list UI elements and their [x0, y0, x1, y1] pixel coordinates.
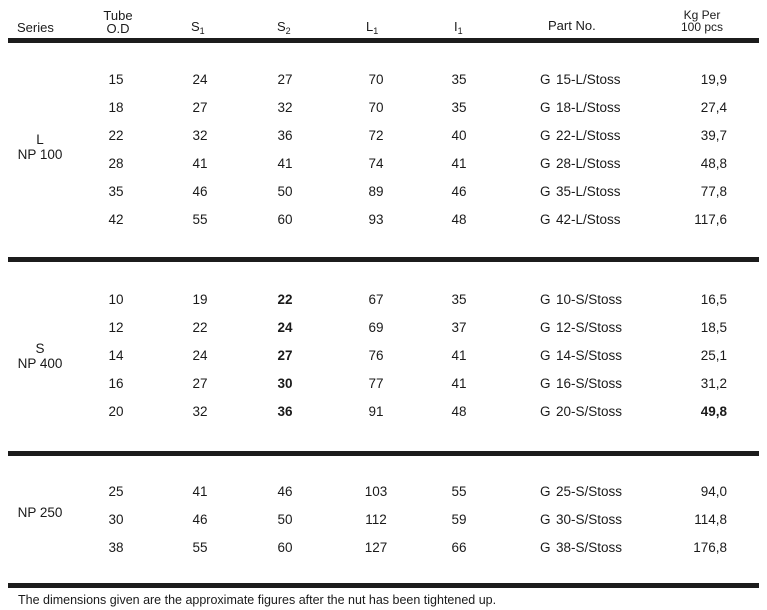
cell-part-prefix: G: [540, 72, 551, 87]
cell-tube-od: 38: [108, 540, 124, 555]
cell-tube-od: 22: [108, 128, 124, 143]
series-pressure: NP 100: [17, 147, 63, 162]
header-kg-per-100: [664, 9, 740, 33]
cell-l1: 67: [368, 292, 384, 307]
header-s1-base: S: [191, 19, 200, 34]
separator-bar-group2: [8, 451, 759, 456]
separator-bar-header: [8, 38, 759, 43]
header-series: Series: [17, 20, 54, 35]
cell-s1: 19: [192, 292, 208, 307]
cell-kg-per-100: 16,5: [700, 292, 727, 307]
cell-kg-per-100: 114,8: [694, 512, 727, 527]
cell-l1: 127: [364, 540, 388, 555]
cell-tube-od: 20: [108, 404, 124, 419]
cell-kg-per-100: 94,0: [700, 484, 727, 499]
series-pressure: NP 250: [17, 505, 63, 520]
header-s2: [277, 19, 291, 36]
cell-l1: 91: [368, 404, 384, 419]
cell-s1: 41: [192, 156, 208, 171]
header-tube-od: [98, 9, 138, 35]
cell-s2: 50: [277, 512, 293, 527]
cell-tube-od: 28: [108, 156, 124, 171]
cell-tube-od: 10: [108, 292, 124, 307]
cell-l1: 93: [368, 212, 384, 227]
cell-s2: 60: [277, 212, 293, 227]
cell-tube-od: 18: [108, 100, 124, 115]
series-label-group1: [8, 132, 72, 162]
cell-s2: 32: [277, 100, 293, 115]
cell-tube-od: 15: [108, 72, 124, 87]
cell-s2: 36: [277, 404, 293, 419]
cell-part-no: 18-L/Stoss: [556, 100, 621, 115]
cell-part-prefix: G: [540, 376, 551, 391]
cell-i1: 59: [451, 512, 467, 527]
header-kg-line1: Kg Per: [683, 8, 721, 22]
cell-part-prefix: G: [540, 404, 551, 419]
cell-tube-od: 16: [108, 376, 124, 391]
cell-kg-per-100: 19,9: [700, 72, 727, 87]
header-l1-sub: 1: [373, 26, 379, 36]
cell-tube-od: 42: [108, 212, 124, 227]
header-s1: [191, 19, 205, 36]
cell-part-prefix: G: [540, 212, 551, 227]
cell-part-no: 30-S/Stoss: [556, 512, 623, 527]
cell-s2: 24: [277, 320, 293, 335]
separator-bar-footer: [8, 583, 759, 588]
cell-tube-od: 12: [108, 320, 124, 335]
cell-s1: 46: [192, 184, 208, 199]
header-i1-base: I: [454, 19, 458, 34]
cell-kg-per-100: 31,2: [700, 376, 727, 391]
footnote: The dimensions given are the approximate figures after the nut has been tightened up.: [18, 593, 497, 607]
series-label-group2: [8, 341, 72, 371]
cell-s2: 27: [277, 72, 293, 87]
cell-part-no: 15-L/Stoss: [556, 72, 621, 87]
cell-l1: 70: [368, 72, 384, 87]
cell-kg-per-100: 27,4: [700, 100, 727, 115]
cell-part-prefix: G: [540, 484, 551, 499]
cell-part-prefix: G: [540, 128, 551, 143]
header-tube-line2: O.D: [106, 21, 130, 36]
series-label-group3: [8, 505, 72, 520]
cell-s1: 22: [192, 320, 208, 335]
cell-part-no: 12-S/Stoss: [556, 320, 623, 335]
series-code: S: [35, 341, 45, 356]
cell-part-prefix: G: [540, 320, 551, 335]
cell-part-no: 22-L/Stoss: [556, 128, 621, 143]
cell-l1: 103: [364, 484, 388, 499]
cell-part-prefix: G: [540, 156, 551, 171]
cell-s1: 32: [192, 404, 208, 419]
cell-part-no: 25-S/Stoss: [556, 484, 623, 499]
cell-s2: 41: [277, 156, 293, 171]
cell-i1: 35: [451, 72, 467, 87]
cell-part-prefix: G: [540, 348, 551, 363]
cell-i1: 41: [451, 348, 467, 363]
cell-s2: 50: [277, 184, 293, 199]
cell-part-prefix: G: [540, 540, 551, 555]
cell-s2: 36: [277, 128, 293, 143]
cell-tube-od: 14: [108, 348, 124, 363]
cell-part-prefix: G: [540, 184, 551, 199]
cell-s1: 27: [192, 100, 208, 115]
cell-i1: 35: [451, 100, 467, 115]
cell-tube-od: 30: [108, 512, 124, 527]
header-s2-sub: 2: [285, 26, 291, 36]
cell-l1: 77: [368, 376, 384, 391]
cell-s2: 60: [277, 540, 293, 555]
cell-kg-per-100: 39,7: [700, 128, 727, 143]
cell-part-no: 28-L/Stoss: [556, 156, 621, 171]
cell-s1: 27: [192, 376, 208, 391]
cell-i1: 48: [451, 404, 467, 419]
cell-part-prefix: G: [540, 292, 551, 307]
cell-s1: 32: [192, 128, 208, 143]
cell-part-prefix: G: [540, 512, 551, 527]
cell-i1: 40: [451, 128, 467, 143]
cell-s1: 46: [192, 512, 208, 527]
cell-i1: 41: [451, 156, 467, 171]
cell-kg-per-100: 176,8: [693, 540, 727, 555]
header-s2-base: S: [277, 19, 286, 34]
cell-l1: 74: [368, 156, 384, 171]
cell-i1: 55: [451, 484, 467, 499]
cell-s2: 27: [277, 348, 293, 363]
header-s1-sub: 1: [199, 26, 205, 36]
cell-kg-per-100: 25,1: [700, 348, 727, 363]
header-tube-line1: Tube: [103, 8, 133, 23]
cell-part-no: 38-S/Stoss: [556, 540, 623, 555]
cell-l1: 70: [368, 100, 384, 115]
cell-kg-per-100: 117,6: [694, 212, 727, 227]
cell-i1: 48: [451, 212, 467, 227]
cell-i1: 35: [451, 292, 467, 307]
cell-i1: 46: [451, 184, 467, 199]
header-kg-line2: 100 pcs: [680, 20, 724, 34]
cell-l1: 89: [368, 184, 384, 199]
series-pressure: NP 400: [17, 356, 63, 371]
cell-s1: 41: [192, 484, 208, 499]
header-part-no: Part No.: [548, 18, 596, 33]
cell-l1: 76: [368, 348, 384, 363]
cell-part-no: 20-S/Stoss: [556, 404, 623, 419]
cell-kg-per-100: 49,8: [700, 404, 727, 419]
cell-s1: 55: [192, 540, 208, 555]
cell-kg-per-100: 77,8: [700, 184, 727, 199]
cell-l1: 69: [368, 320, 384, 335]
header-l1: [366, 19, 379, 36]
series-code: L: [36, 132, 44, 147]
header-l1-base: L: [366, 19, 374, 34]
cell-l1: 112: [365, 512, 387, 527]
cell-s2: 46: [277, 484, 293, 499]
cell-s1: 55: [192, 212, 208, 227]
cell-s1: 24: [192, 72, 208, 87]
cell-part-no: 42-L/Stoss: [556, 212, 621, 227]
cell-s2: 22: [277, 292, 293, 307]
cell-part-no: 16-S/Stoss: [556, 376, 623, 391]
separator-bar-group1: [8, 257, 759, 262]
cell-part-no: 10-S/Stoss: [556, 292, 623, 307]
cell-part-no: 14-S/Stoss: [556, 348, 623, 363]
cell-kg-per-100: 18,5: [700, 320, 727, 335]
cell-l1: 72: [368, 128, 384, 143]
header-i1: [454, 19, 463, 36]
cell-kg-per-100: 48,8: [700, 156, 727, 171]
header-i1-sub: 1: [457, 26, 463, 36]
cell-s1: 24: [192, 348, 208, 363]
cell-tube-od: 35: [108, 184, 124, 199]
cell-part-no: 35-L/Stoss: [556, 184, 621, 199]
cell-tube-od: 25: [108, 484, 124, 499]
cell-s2: 30: [277, 376, 293, 391]
cell-i1: 41: [451, 376, 467, 391]
cell-i1: 37: [451, 320, 467, 335]
cell-part-prefix: G: [540, 100, 551, 115]
cell-i1: 66: [451, 540, 467, 555]
